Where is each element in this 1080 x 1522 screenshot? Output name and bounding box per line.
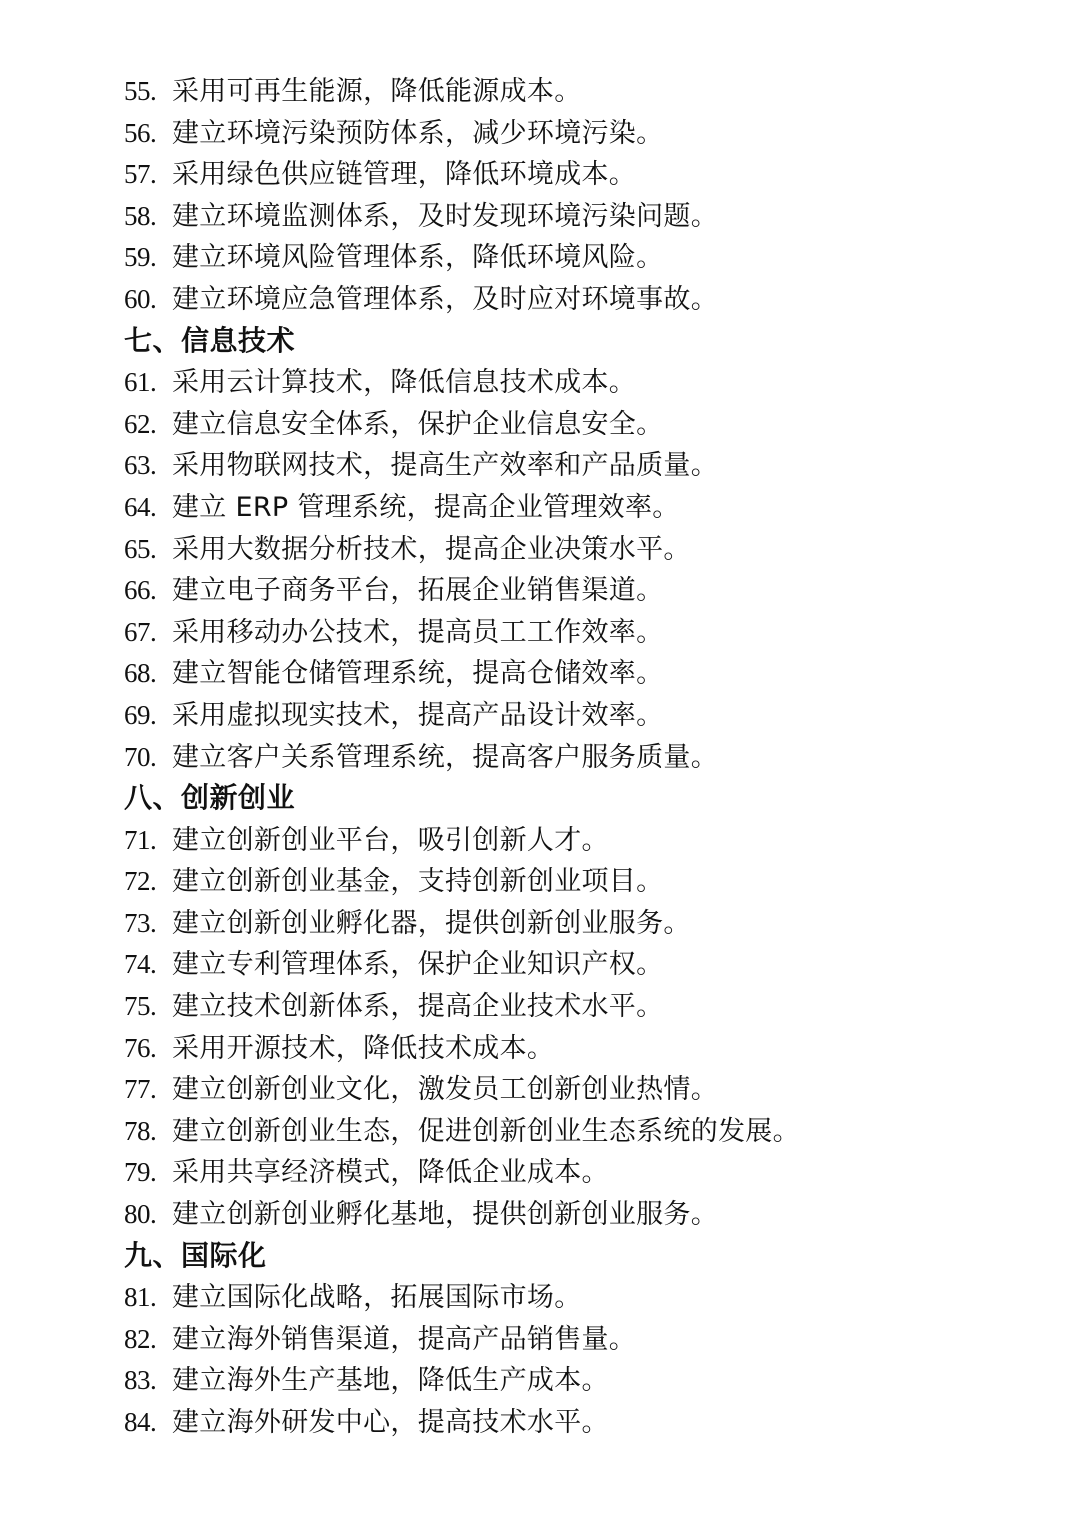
item-text: 建立智能仓储管理系统，提高仓储效率。 [172, 658, 664, 690]
list-item [124, 278, 1024, 320]
list-item [124, 153, 1024, 195]
list-item [124, 403, 1024, 445]
item-number: 82. [124, 1323, 157, 1354]
item-text: 建立创新创业基金，支持创新创业项目。 [172, 866, 664, 898]
item-text: 建立海外销售渠道，提高产品销售量。 [172, 1323, 637, 1355]
item-number: 79. [124, 1157, 157, 1188]
item-text: 建立环境风险管理体系，降低环境风险。 [172, 242, 664, 274]
item-text: 采用移动办公技术，提高员工工作效率。 [172, 616, 664, 648]
list-item [124, 569, 1024, 611]
item-number: 57. [124, 159, 157, 190]
item-text: 建立环境监测体系，及时发现环境污染问题。 [172, 200, 718, 232]
list-item [124, 1276, 1024, 1318]
list-item [124, 361, 1024, 403]
list-item [124, 1401, 1024, 1443]
list-item [124, 652, 1024, 694]
list-item [124, 112, 1024, 154]
list-item [124, 860, 1024, 902]
item-number: 56. [124, 117, 157, 148]
item-text: 采用可再生能源，降低能源成本。 [172, 76, 582, 107]
list-item [124, 694, 1024, 736]
item-text: 采用虚拟现实技术，提高产品设计效率。 [172, 699, 664, 731]
item-number: 61. [124, 367, 157, 398]
item-number: 75. [124, 991, 157, 1022]
item-text: 采用开源技术，降低技术成本。 [172, 1032, 555, 1064]
list-item [124, 902, 1024, 944]
item-text: 建立专利管理体系，保护企业知识产权。 [172, 949, 664, 981]
list-item [124, 1318, 1024, 1360]
item-number: 69. [124, 699, 157, 730]
item-number: 68. [124, 658, 157, 689]
list-item [124, 1027, 1024, 1069]
item-number: 60. [124, 283, 157, 314]
list-item [124, 236, 1024, 278]
item-number: 73. [124, 907, 157, 938]
section-heading: 九、国际化 [124, 1238, 267, 1272]
section-heading: 八、创新创业 [124, 781, 296, 815]
list-item [124, 611, 1024, 653]
item-text: 建立电子商务平台，拓展企业销售渠道。 [172, 575, 664, 607]
item-text: 采用大数据分析技术，提高企业决策水平。 [172, 533, 691, 565]
list-item [124, 943, 1024, 985]
item-number: 72. [124, 866, 157, 897]
list-item [124, 70, 1024, 112]
item-number: 55. [124, 76, 157, 106]
list-item [124, 736, 1024, 778]
item-number: 63. [124, 450, 157, 481]
item-number: 59. [124, 242, 157, 273]
item-text: 采用共享经济模式，降低企业成本。 [172, 1157, 609, 1189]
item-text: 建立创新创业文化，激发员工创新创业热情。 [172, 1074, 718, 1106]
section-heading: 七、信息技术 [124, 323, 296, 357]
item-text: 建立信息安全体系，保护企业信息安全。 [172, 408, 664, 440]
item-number: 62. [124, 408, 157, 439]
item-number: 70. [124, 741, 157, 772]
item-number: 58. [124, 200, 157, 231]
list-item [124, 1359, 1024, 1401]
item-number: 67. [124, 616, 157, 647]
item-text: 采用物联网技术，提高生产效率和产品质量。 [172, 450, 718, 482]
item-text: 采用绿色供应链管理，降低环境成本。 [172, 159, 637, 191]
item-number: 83. [124, 1365, 157, 1396]
list-item [124, 1110, 1024, 1152]
item-number: 81. [124, 1282, 157, 1313]
item-text: 建立创新创业平台，吸引创新人才。 [172, 824, 609, 856]
document-page [124, 70, 1024, 1443]
item-text: 建立海外生产基地，降低生产成本。 [172, 1365, 609, 1397]
item-text: 建立环境污染预防体系，减少环境污染。 [172, 117, 664, 149]
item-number: 80. [124, 1199, 157, 1230]
item-text: 建立国际化战略，拓展国际市场。 [172, 1282, 582, 1314]
list-item [124, 486, 1024, 528]
item-number: 76. [124, 1032, 157, 1063]
item-number: 74. [124, 949, 157, 980]
item-number: 77. [124, 1074, 157, 1105]
item-text: 建立 ERP 管理系统，提高企业管理效率。 [172, 491, 680, 523]
item-number: 71. [124, 824, 157, 855]
list-item [124, 1193, 1024, 1235]
item-number: 65. [124, 533, 157, 564]
item-number: 66. [124, 575, 157, 606]
item-number: 64. [124, 491, 157, 522]
item-text: 建立技术创新体系，提高企业技术水平。 [172, 991, 664, 1023]
item-text: 采用云计算技术，降低信息技术成本。 [172, 367, 637, 399]
list-item [124, 528, 1024, 570]
item-number: 84. [124, 1407, 157, 1437]
item-text: 建立创新创业生态，促进创新创业生态系统的发展。 [172, 1115, 800, 1147]
list-item [124, 444, 1024, 486]
list-item [124, 819, 1024, 861]
item-text: 建立客户关系管理系统，提高客户服务质量。 [172, 741, 718, 773]
list-item [124, 985, 1024, 1027]
item-text: 建立创新创业孵化基地，提供创新创业服务。 [172, 1199, 718, 1231]
list-item [124, 195, 1024, 237]
item-text: 建立创新创业孵化器，提供创新创业服务。 [172, 907, 691, 939]
list-item [124, 1068, 1024, 1110]
list-item [124, 1151, 1024, 1193]
item-text: 建立环境应急管理体系，及时应对环境事故。 [172, 283, 718, 315]
item-text: 建立海外研发中心，提高技术水平。 [172, 1407, 609, 1438]
item-number: 78. [124, 1115, 157, 1146]
